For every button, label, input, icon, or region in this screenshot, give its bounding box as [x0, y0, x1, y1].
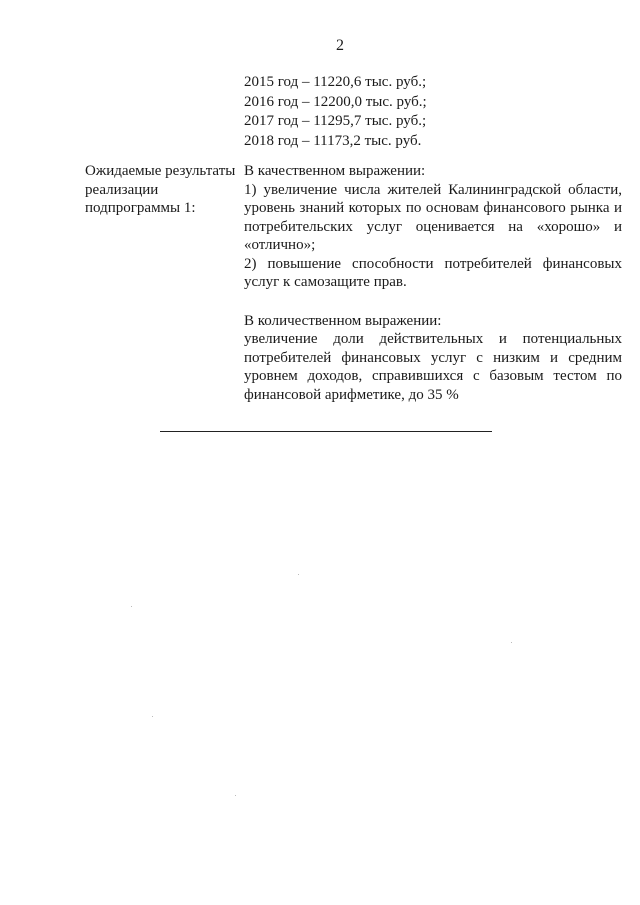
quantitative-text: увеличение доли действительных и потенциальных потребителей финансовых услуг с низким и средним уровнем доходов, справившихся с базовым тестом по финансовой арифметике, до 35 % — [244, 331, 622, 403]
funding-list — [244, 73, 427, 151]
qualitative-item-1: 1) увеличение числа жителей Калининградской области, уровень знаний которых по основам финансового рынка и потребительских услуг оценивается на «хорошо» и «отлично»; — [244, 181, 622, 253]
funding-line-2015: 2015 год – 11220,6 тыс. руб.; — [244, 74, 427, 90]
scan-speck — [298, 574, 299, 575]
qualitative-heading: В качественном выражении: — [244, 163, 426, 179]
end-divider — [160, 431, 492, 432]
scan-speck — [235, 795, 236, 796]
scan-speck — [131, 606, 132, 607]
funding-line-2018: 2018 год – 11173,2 тыс. руб. — [244, 132, 422, 149]
scan-speck — [511, 642, 512, 643]
page-number: 2 — [336, 37, 344, 54]
quantitative-heading: В количественном выражении: — [244, 312, 442, 329]
results-label: Ожидаемые результаты реализации подпрограммы 1: — [85, 163, 236, 216]
funding-line-2016: 2016 год – 12200,0 тыс. руб.; — [244, 93, 427, 110]
section-spacer — [244, 292, 622, 312]
qualitative-item-2: 2) повышение способности потребителей финансовых услуг к самозащите прав. — [244, 255, 622, 290]
scan-speck — [152, 716, 153, 717]
funding-line-2017: 2017 год – 11295,7 тыс. руб.; — [244, 113, 427, 129]
results-content — [244, 162, 622, 404]
